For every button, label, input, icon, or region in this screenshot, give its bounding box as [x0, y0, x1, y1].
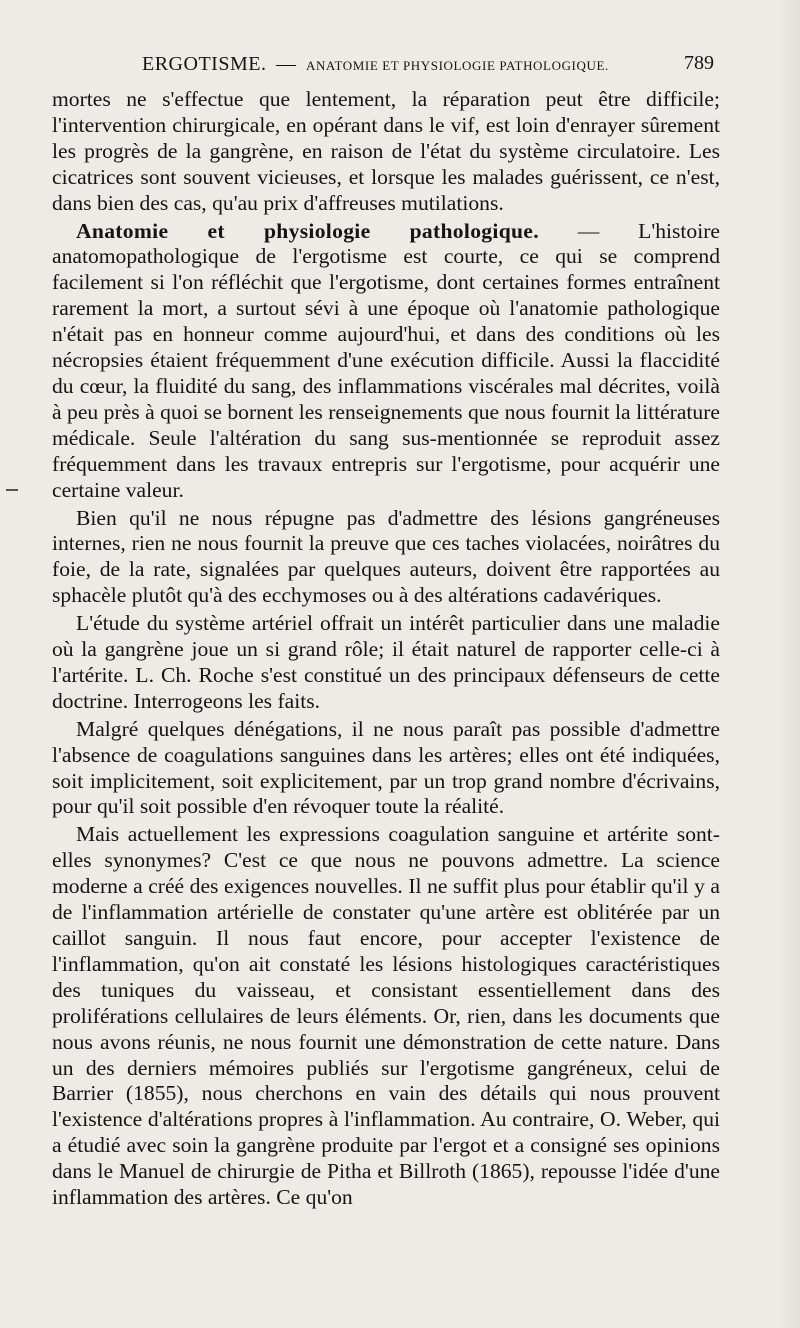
margin-mark [6, 489, 18, 491]
paragraph-6: Mais actuellement les expressions coagulation sanguine et artérite sont-elles synonymes? C'est ce que nous ne pouvons admettre. La science moderne a créé des exigences nouvelles. Il ne suffit plus pour établir qu'il y a de l'inflammation artérielle de constater qu'une artère est oblitérée par un caillot sanguin. Il nous faut encore, pour accepter l'existence de l'inflammation, qu'on ait constaté les lésions histologiques caractéristiques des tuniques du vaisseau, et consistant essentiellement dans des proliférations cellulaires de leurs éléments. Or, rien, dans les documents que nous avons réunis, ne nous fournit une démonstration de cette nature. Dans un des derniers mémoires publiés sur l'ergotisme gangréneux, celui de Barrier (1855), nous cherchons en vain des détails qui nous prouvent l'existence d'altérations propres à l'inflammation. Au contraire, O. Weber, qui a étudié avec soin la gangrène produite par l'ergot et a consigné ses opinions dans le Manuel de chirurgie de Pitha et Billroth (1865), repousse l'idée d'une inflammation des artères. Ce qu'on [52, 822, 720, 1210]
paragraph-4: L'étude du système artériel offrait un intérêt particulier dans une maladie où la gangrène joue un si grand rôle; il était naturel de rapporter celle-ci à l'artérite. L. Ch. Roche s'est constitué un des principaux défenseurs de cette doctrine. Interrogeons les faits. [52, 611, 720, 713]
running-title-section: ANATOMIE ET PHYSIOLOGIE PATHOLOGIQUE. [305, 58, 609, 73]
paragraph-2 [52, 219, 720, 504]
page-number: 789 [684, 52, 714, 74]
page-gutter-shadow [778, 0, 800, 1328]
paragraph-5: Malgré quelques dénégations, il ne nous paraît pas possible d'admettre l'absence de coagulations sanguines dans les artères; elles ont été indiquées, soit implicitement, soit explicitement, par un trop grand nombre d'écrivains, pour qu'il soit possible d'en révoquer toute la réalité. [52, 716, 720, 819]
running-header [52, 52, 720, 80]
body-text [52, 87, 720, 1213]
running-title-dash: — [275, 53, 297, 75]
paragraph-2-text: — L'histoire anatomopathologique de l'ergotisme est courte, ce qui se comprend facilement si l'on réfléchit que l'ergotisme, dont certaines formes entraînent rarement la mort, a surtout sévi à une époque où l'anatomie pathologique n'était pas en honneur comme aujourd'hui, et dans des conditions où les nécropsies étaient fréquemment d'une exécution difficile. Aussi la flaccidité du cœur, la fluidité du sang, des inflammations viscérales mal décrites, voilà à peu près à quoi se bornent les renseignements que nous fournit la littérature médicale. Seule l'altération du sang sus-mentionnée se reproduit assez fréquemment dans les travaux entrepris sur l'ergotisme, pour acquérir une certaine valeur. [52, 218, 720, 502]
paragraph-1: mortes ne s'effectue que lentement, la réparation peut être difficile; l'intervention chirurgicale, en opérant dans le vif, est loin d'enrayer sûrement les progrès de la gangrène, en raison de l'état du système circulatoire. Les cicatrices sont souvent vicieuses, et lorsque les malades guérissent, ce n'est, dans bien des cas, qu'au prix d'affreuses mutilations. [52, 87, 720, 215]
section-heading: Anatomie et physiologie pathologique. [76, 218, 539, 243]
running-title-main: ERGOTISME. [142, 53, 267, 75]
paragraph-3: Bien qu'il ne nous répugne pas d'admettre des lésions gangréneuses internes, rien ne nous fournit la preuve que ces taches violacées, noirâtres du foie, de la rate, signalées par quelques auteurs, doivent être rapportées au sphacèle plutôt qu'à des ecchymoses ou à des altérations cadavériques. [52, 505, 720, 608]
running-title [142, 53, 609, 76]
